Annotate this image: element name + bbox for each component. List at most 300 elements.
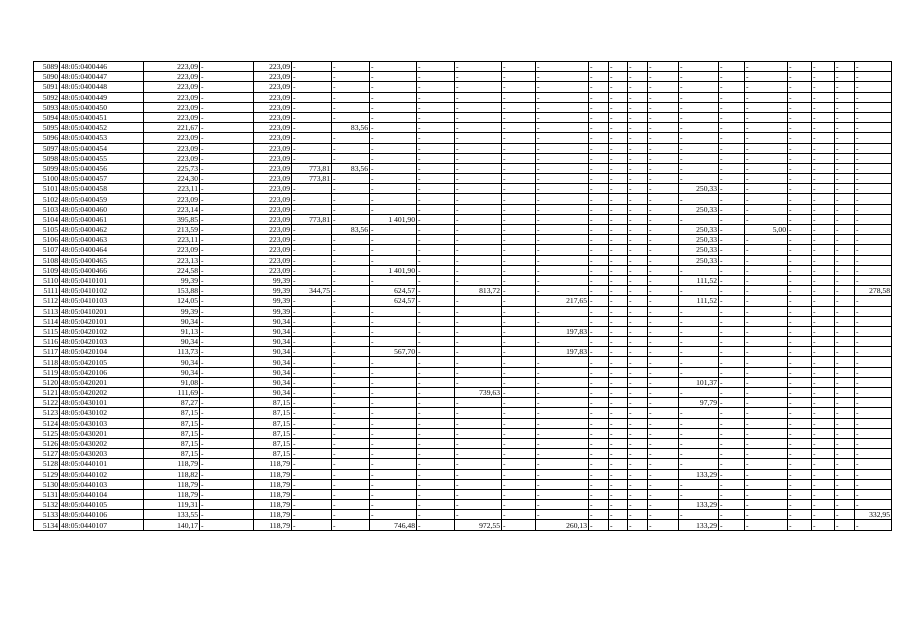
- table-cell: -: [455, 163, 502, 173]
- table-cell: -: [855, 449, 892, 459]
- table-cell: -: [200, 112, 254, 122]
- table-cell: 48:05:0440101: [60, 459, 144, 469]
- table-cell: -: [609, 469, 628, 479]
- table-cell: 217,65: [536, 296, 589, 306]
- table-cell: -: [628, 174, 648, 184]
- table-cell: -: [719, 388, 745, 398]
- table-cell: -: [536, 510, 589, 520]
- table-cell: -: [455, 408, 502, 418]
- table-cell: -: [536, 286, 589, 296]
- table-cell: 250,33: [679, 204, 719, 214]
- table-row: [34, 112, 892, 122]
- table-cell: 5109: [34, 265, 60, 275]
- table-cell: -: [628, 112, 648, 122]
- table-cell: 746,48: [370, 520, 417, 530]
- table-cell: -: [835, 82, 855, 92]
- table-cell: 97,79: [679, 398, 719, 408]
- table-cell: -: [835, 449, 855, 459]
- table-cell: -: [788, 275, 812, 285]
- table-cell: -: [455, 235, 502, 245]
- table-cell: -: [788, 265, 812, 275]
- table-cell: -: [609, 275, 628, 285]
- table-cell: -: [628, 133, 648, 143]
- table-cell: -: [455, 92, 502, 102]
- table-cell: -: [609, 92, 628, 102]
- table-cell: -: [502, 438, 536, 448]
- table-cell: -: [332, 235, 370, 245]
- table-cell: -: [502, 469, 536, 479]
- table-cell: -: [628, 62, 648, 72]
- table-cell: -: [589, 245, 609, 255]
- table-cell: -: [855, 214, 892, 224]
- table-cell: -: [200, 357, 254, 367]
- table-cell: 99,39: [254, 306, 292, 316]
- table-cell: -: [788, 316, 812, 326]
- table-cell: -: [788, 510, 812, 520]
- table-cell: -: [648, 357, 679, 367]
- table-cell: -: [332, 469, 370, 479]
- table-cell: -: [536, 255, 589, 265]
- table-cell: -: [370, 510, 417, 520]
- table-cell: -: [200, 500, 254, 510]
- table-cell: 223,09: [254, 214, 292, 224]
- table-cell: 87,15: [144, 428, 200, 438]
- table-cell: 153,88: [144, 286, 200, 296]
- table-cell: -: [292, 143, 332, 153]
- table-cell: -: [812, 225, 835, 235]
- table-cell: -: [855, 438, 892, 448]
- table-cell: -: [609, 418, 628, 428]
- table-cell: -: [745, 398, 788, 408]
- table-cell: -: [292, 133, 332, 143]
- table-cell: -: [455, 275, 502, 285]
- table-cell: -: [536, 102, 589, 112]
- table-cell: -: [332, 296, 370, 306]
- table-row: [34, 418, 892, 428]
- table-cell: -: [855, 82, 892, 92]
- table-cell: -: [370, 275, 417, 285]
- table-cell: 5127: [34, 449, 60, 459]
- table-cell: -: [292, 388, 332, 398]
- table-cell: -: [719, 184, 745, 194]
- table-cell: -: [502, 326, 536, 336]
- table-cell: 101,37: [679, 377, 719, 387]
- table-cell: -: [835, 520, 855, 530]
- table-cell: -: [855, 347, 892, 357]
- table-row: [34, 92, 892, 102]
- table-row: [34, 275, 892, 285]
- table-cell: -: [332, 459, 370, 469]
- table-cell: -: [589, 184, 609, 194]
- table-cell: 250,33: [679, 184, 719, 194]
- table-cell: -: [200, 388, 254, 398]
- table-cell: -: [502, 377, 536, 387]
- table-cell: 48:05:0420101: [60, 316, 144, 326]
- table-cell: -: [812, 337, 835, 347]
- table-cell: -: [788, 520, 812, 530]
- table-cell: -: [589, 194, 609, 204]
- table-cell: 90,34: [254, 316, 292, 326]
- table-cell: 87,15: [254, 428, 292, 438]
- table-cell: -: [609, 438, 628, 448]
- table-cell: 250,33: [679, 235, 719, 245]
- table-cell: -: [589, 489, 609, 499]
- table-cell: 225,73: [144, 163, 200, 173]
- table-cell: -: [648, 174, 679, 184]
- table-cell: -: [589, 255, 609, 265]
- table-cell: -: [788, 418, 812, 428]
- table-cell: -: [679, 316, 719, 326]
- table-cell: -: [200, 245, 254, 255]
- table-cell: 223,09: [144, 133, 200, 143]
- table-cell: -: [417, 438, 455, 448]
- table-cell: -: [455, 133, 502, 143]
- table-cell: 5097: [34, 143, 60, 153]
- table-cell: -: [455, 102, 502, 112]
- table-cell: -: [292, 123, 332, 133]
- table-cell: -: [455, 418, 502, 428]
- table-cell: 48:05:0400452: [60, 123, 144, 133]
- table-cell: -: [292, 296, 332, 306]
- table-cell: -: [855, 388, 892, 398]
- table-cell: -: [332, 489, 370, 499]
- table-cell: -: [679, 337, 719, 347]
- table-cell: -: [835, 438, 855, 448]
- table-cell: 48:05:0440102: [60, 469, 144, 479]
- table-cell: -: [609, 398, 628, 408]
- table-cell: -: [745, 357, 788, 367]
- table-cell: -: [502, 245, 536, 255]
- table-cell: -: [788, 123, 812, 133]
- table-cell: 5121: [34, 388, 60, 398]
- table-cell: -: [417, 520, 455, 530]
- table-cell: 260,13: [536, 520, 589, 530]
- table-cell: -: [502, 133, 536, 143]
- table-cell: 197,83: [536, 347, 589, 357]
- table-cell: -: [536, 449, 589, 459]
- table-cell: -: [200, 347, 254, 357]
- table-cell: -: [589, 510, 609, 520]
- table-cell: -: [812, 204, 835, 214]
- table-cell: -: [745, 428, 788, 438]
- table-cell: -: [292, 255, 332, 265]
- table-cell: -: [370, 438, 417, 448]
- table-row: [34, 337, 892, 347]
- table-cell: -: [200, 326, 254, 336]
- table-cell: -: [455, 265, 502, 275]
- table-cell: -: [292, 449, 332, 459]
- table-cell: -: [788, 184, 812, 194]
- table-cell: -: [648, 326, 679, 336]
- table-cell: -: [788, 82, 812, 92]
- table-cell: 118,79: [254, 500, 292, 510]
- table-cell: -: [609, 479, 628, 489]
- table-cell: -: [417, 326, 455, 336]
- table-cell: -: [332, 479, 370, 489]
- table-cell: -: [679, 62, 719, 72]
- table-cell: 48:05:0400456: [60, 163, 144, 173]
- table-cell: -: [370, 316, 417, 326]
- table-cell: -: [835, 245, 855, 255]
- table-cell: -: [648, 469, 679, 479]
- table-cell: -: [455, 306, 502, 316]
- table-cell: -: [417, 489, 455, 499]
- table-cell: -: [835, 204, 855, 214]
- table-cell: -: [455, 255, 502, 265]
- table-cell: -: [536, 123, 589, 133]
- table-cell: -: [589, 306, 609, 316]
- table-cell: -: [812, 265, 835, 275]
- table-cell: -: [719, 306, 745, 316]
- table-cell: -: [455, 62, 502, 72]
- table-cell: -: [679, 306, 719, 316]
- table-cell: 48:05:0400459: [60, 194, 144, 204]
- table-cell: -: [200, 184, 254, 194]
- table-cell: -: [332, 112, 370, 122]
- table-cell: 48:05:0420106: [60, 367, 144, 377]
- table-cell: 395,85: [144, 214, 200, 224]
- table-cell: 5124: [34, 418, 60, 428]
- table-cell: -: [812, 377, 835, 387]
- table-cell: -: [589, 520, 609, 530]
- table-cell: -: [628, 235, 648, 245]
- table-cell: -: [370, 479, 417, 489]
- table-cell: -: [589, 204, 609, 214]
- table-row: [34, 296, 892, 306]
- table-cell: -: [200, 133, 254, 143]
- table-cell: 223,09: [144, 102, 200, 112]
- table-cell: -: [200, 235, 254, 245]
- table-cell: -: [609, 184, 628, 194]
- table-cell: -: [536, 408, 589, 418]
- table-cell: -: [628, 204, 648, 214]
- table-cell: -: [788, 326, 812, 336]
- table-cell: 5092: [34, 92, 60, 102]
- table-cell: -: [455, 326, 502, 336]
- table-cell: 90,34: [144, 337, 200, 347]
- table-cell: -: [835, 153, 855, 163]
- table-cell: 48:05:0400462: [60, 225, 144, 235]
- table-cell: -: [292, 479, 332, 489]
- table-cell: -: [417, 337, 455, 347]
- table-cell: -: [292, 235, 332, 245]
- table-cell: -: [609, 102, 628, 112]
- table-cell: -: [628, 82, 648, 92]
- table-cell: -: [648, 479, 679, 489]
- table-cell: 250,33: [679, 255, 719, 265]
- table-cell: 48:05:0400451: [60, 112, 144, 122]
- table-cell: 87,15: [144, 438, 200, 448]
- table-cell: -: [332, 265, 370, 275]
- table-cell: -: [719, 479, 745, 489]
- table-row: [34, 82, 892, 92]
- table-cell: -: [200, 449, 254, 459]
- table-cell: -: [536, 377, 589, 387]
- table-cell: -: [502, 225, 536, 235]
- table-cell: 223,09: [144, 112, 200, 122]
- table-cell: -: [609, 112, 628, 122]
- table-cell: -: [292, 184, 332, 194]
- table-cell: -: [648, 163, 679, 173]
- table-cell: -: [788, 306, 812, 316]
- table-cell: 5090: [34, 72, 60, 82]
- table-cell: -: [589, 174, 609, 184]
- table-cell: 48:05:0420201: [60, 377, 144, 387]
- table-cell: -: [745, 500, 788, 510]
- table-cell: -: [855, 306, 892, 316]
- table-cell: -: [628, 275, 648, 285]
- table-cell: -: [812, 214, 835, 224]
- table-cell: -: [589, 92, 609, 102]
- table-cell: -: [200, 143, 254, 153]
- table-cell: -: [719, 92, 745, 102]
- table-cell: -: [855, 72, 892, 82]
- table-cell: 5094: [34, 112, 60, 122]
- table-cell: -: [855, 469, 892, 479]
- table-cell: -: [370, 235, 417, 245]
- table-cell: -: [609, 428, 628, 438]
- table-cell: -: [648, 388, 679, 398]
- table-cell: 773,81: [292, 214, 332, 224]
- table-cell: -: [292, 72, 332, 82]
- table-cell: -: [719, 296, 745, 306]
- table-cell: -: [370, 92, 417, 102]
- table-cell: 223,09: [254, 133, 292, 143]
- table-cell: -: [745, 337, 788, 347]
- table-cell: -: [628, 347, 648, 357]
- table-cell: -: [835, 357, 855, 367]
- table-cell: -: [648, 510, 679, 520]
- table-cell: 5113: [34, 306, 60, 316]
- table-cell: 118,79: [254, 489, 292, 499]
- table-cell: -: [628, 123, 648, 133]
- table-cell: 739,63: [455, 388, 502, 398]
- table-cell: 118,79: [254, 459, 292, 469]
- table-cell: -: [812, 306, 835, 316]
- table-cell: -: [200, 367, 254, 377]
- table-cell: 133,29: [679, 500, 719, 510]
- table-cell: -: [292, 469, 332, 479]
- table-cell: 250,33: [679, 245, 719, 255]
- table-cell: 5125: [34, 428, 60, 438]
- table-cell: -: [332, 418, 370, 428]
- table-cell: -: [719, 489, 745, 499]
- table-cell: -: [502, 174, 536, 184]
- table-cell: -: [835, 235, 855, 245]
- table-cell: -: [812, 143, 835, 153]
- table-cell: -: [628, 337, 648, 347]
- table-cell: -: [536, 225, 589, 235]
- table-cell: 48:05:0440105: [60, 500, 144, 510]
- table-cell: -: [648, 62, 679, 72]
- table-cell: -: [648, 245, 679, 255]
- table-cell: 90,34: [254, 388, 292, 398]
- table-cell: 118,79: [254, 520, 292, 530]
- table-cell: -: [589, 143, 609, 153]
- table-cell: 48:05:0430201: [60, 428, 144, 438]
- table-cell: 91,08: [144, 377, 200, 387]
- table-cell: -: [609, 347, 628, 357]
- table-cell: -: [679, 214, 719, 224]
- table-cell: -: [200, 418, 254, 428]
- table-cell: -: [200, 316, 254, 326]
- table-row: [34, 469, 892, 479]
- table-cell: -: [812, 316, 835, 326]
- table-cell: 223,09: [254, 112, 292, 122]
- table-cell: -: [292, 357, 332, 367]
- table-cell: -: [745, 174, 788, 184]
- table-cell: 87,15: [144, 449, 200, 459]
- table-cell: -: [200, 408, 254, 418]
- table-cell: 223,09: [144, 245, 200, 255]
- table-cell: -: [370, 255, 417, 265]
- table-cell: 5117: [34, 347, 60, 357]
- table-cell: -: [812, 520, 835, 530]
- table-cell: -: [679, 194, 719, 204]
- table-cell: -: [589, 357, 609, 367]
- table-cell: 223,09: [254, 174, 292, 184]
- table-cell: 48:05:0400446: [60, 62, 144, 72]
- table-row: [34, 194, 892, 204]
- table-cell: -: [589, 163, 609, 173]
- table-cell: -: [502, 388, 536, 398]
- table-cell: -: [417, 479, 455, 489]
- table-cell: -: [455, 174, 502, 184]
- table-cell: -: [417, 418, 455, 428]
- table-cell: -: [332, 337, 370, 347]
- table-cell: -: [536, 459, 589, 469]
- table-cell: -: [679, 72, 719, 82]
- table-cell: -: [835, 459, 855, 469]
- table-cell: -: [788, 357, 812, 367]
- table-cell: -: [835, 296, 855, 306]
- table-cell: 5108: [34, 255, 60, 265]
- table-cell: -: [417, 296, 455, 306]
- table-cell: 87,15: [254, 408, 292, 418]
- table-row: [34, 133, 892, 143]
- table-cell: 5118: [34, 357, 60, 367]
- table-cell: 5119: [34, 367, 60, 377]
- table-cell: -: [200, 194, 254, 204]
- table-cell: 90,34: [254, 377, 292, 387]
- table-cell: 5128: [34, 459, 60, 469]
- table-cell: -: [719, 245, 745, 255]
- table-cell: -: [835, 143, 855, 153]
- table-row: [34, 62, 892, 72]
- table-cell: 90,34: [254, 347, 292, 357]
- table-cell: -: [536, 92, 589, 102]
- table-cell: -: [812, 62, 835, 72]
- table-cell: -: [502, 316, 536, 326]
- table-cell: 223,09: [254, 255, 292, 265]
- table-cell: 83,56: [332, 123, 370, 133]
- table-cell: -: [200, 204, 254, 214]
- table-cell: -: [332, 174, 370, 184]
- table-cell: 223,09: [254, 265, 292, 275]
- table-cell: -: [745, 245, 788, 255]
- table-cell: -: [648, 459, 679, 469]
- table-cell: -: [648, 428, 679, 438]
- table-row: [34, 347, 892, 357]
- table-cell: -: [648, 489, 679, 499]
- table-cell: -: [292, 337, 332, 347]
- table-cell: -: [455, 184, 502, 194]
- table-cell: -: [200, 469, 254, 479]
- table-cell: 5134: [34, 520, 60, 530]
- table-cell: -: [745, 184, 788, 194]
- table-cell: -: [417, 428, 455, 438]
- table-cell: 1 401,90: [370, 214, 417, 224]
